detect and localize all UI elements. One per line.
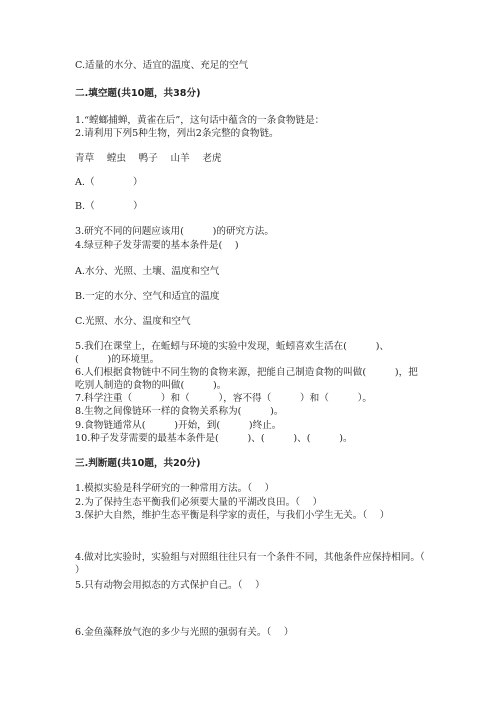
option-c-previous-question: C.适量的水分、适宜的温度、充足的空气: [75, 60, 249, 71]
section-heading-fill-blank: 二.填空题(共10题，共38分): [75, 88, 201, 99]
organism-list: 青草 螳虫 鸭子 山羊 老虎: [75, 153, 222, 164]
question-tf-3: 3.保护大自然，维护生态平衡是科学家的责任，与我们小学生无关。（ ）: [75, 510, 390, 521]
question-fill-1: 1.“螳螂捕蝉，黄雀在后”，这句话中蕴含的一条食物链是：: [75, 115, 325, 126]
question-fill-7: 7.科学注重（ ）和（ ），容不得（ ）和（ ）。: [75, 393, 372, 404]
question-tf-1: 1.模拟实验是科学研究的一种常用方法。（ ）: [75, 483, 275, 494]
question-fill-5: 5.我们在课堂上，在蚯蚓与环境的实验中发现，蚯蚓喜欢生活在( )、( )的环境里。: [75, 341, 390, 365]
question-fill-9: 9.食物链通常从( )开始，到( )终止。: [75, 420, 282, 431]
question-tf-6: 6.金鱼藻释放气泡的多少与光照的强弱有关。（ ）: [75, 627, 294, 638]
question-fill-2: 2.请利用下列5种生物，列出2条完整的食物链。: [75, 128, 279, 139]
question-fill-4: 4.绿豆种子发芽需要的基本条件是( ): [75, 240, 239, 251]
answer-blank-b: B.（ ）: [75, 201, 143, 212]
question-fill-10: 10.种子发芽需要的最基本条件是( )、( )、( )。: [75, 433, 353, 444]
question-tf-4: 4.做对比实验时，实验组与对照组往往只有一个条件不同，其他条件应保持相同。（ ）: [75, 552, 438, 576]
question-fill-6: 6.人们根据食物链中不同生物的食物来源，把能自己制造食物的叫做( )，把吃别人制造的食物的叫做( )。: [75, 367, 418, 391]
question-tf-5: 5.只有动物会用拟态的方式保护自己。（ ）: [75, 580, 265, 591]
section-heading-true-false: 三.判断题(共10题，共20分): [75, 458, 201, 469]
option-b: B.一定的水分、空气和适宜的温度: [75, 291, 220, 302]
answer-blank-a: A.（ ）: [75, 177, 143, 188]
option-c: C.光照、水分、温度和空气: [75, 316, 191, 327]
question-fill-3: 3.研究不同的问题应该用( )的研究方法。: [75, 226, 274, 237]
question-fill-8: 8.生物之间像链环一样的食物关系称为( )。: [75, 406, 284, 417]
question-tf-2: 2.为了保持生态平衡我们必须要大量的平湖改良田。（ ）: [75, 497, 323, 508]
option-a: A.水分、光照、土壤、温度和空气: [75, 266, 220, 277]
